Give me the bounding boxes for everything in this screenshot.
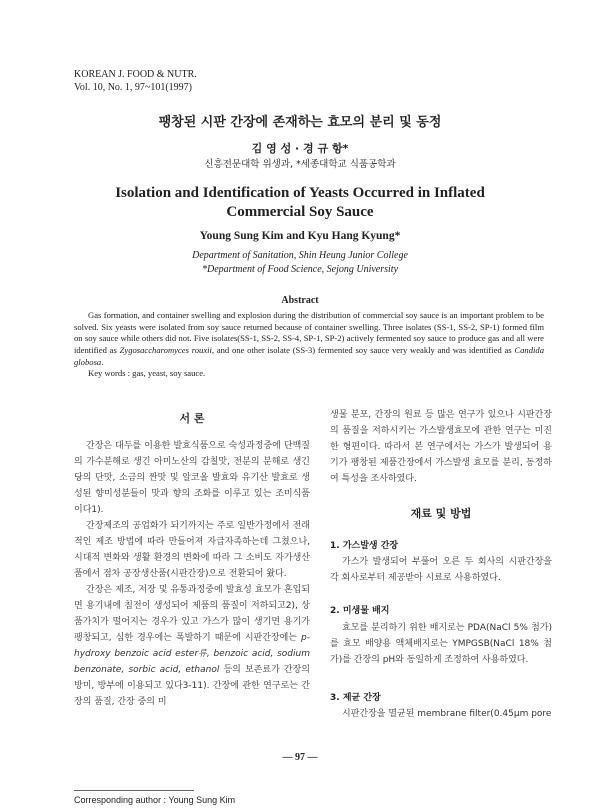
english-authors: Young Sung Kim and Kyu Hang Kyung* [199, 230, 401, 242]
journal-volume: Vol. 10, No. 1, 97~101(1997) [74, 82, 193, 93]
english-title-line2: Commercial Soy Sauce [226, 204, 374, 220]
methods-section-2-text [330, 620, 552, 668]
abstract-text-a: Gas formation, and container swelling and explosion during the distribution of commercial soy sauce is an important problem to be solved. Six yeasts were isolated from soy sauce returned because of container swelling. Three isolates (SS-1, SS-2, SP-1) formed film on soy sauce while others did not. Five isolates(SS-1, SS-2, SS-4, SP-1, SP-2) actively fermented soy sauce to produce gas and all were identified as [74, 310, 544, 356]
methods-section-3-text [330, 706, 552, 722]
intro-p3-a: 간장은 제조, 저장 및 유통과정중에 발효성 효모가 혼입되면 용기내에 침전이 생성되어 제품의 품질이 저하되고2), 상품가치가 떨어지는 경우가 있고 가스가 많이 생기면 용기가 팽창되고, 심한 경우에는 폭발하기 때문에 시판간장에는 [74, 585, 310, 643]
footnote-rule [74, 790, 194, 791]
page-number: — 97 — [282, 752, 318, 763]
methods-heading: 재료 및 방법 [410, 507, 472, 520]
methods-section-3-paragraph: 시판간장을 멸균된 membrane filter(0.45μm pore [342, 709, 552, 719]
abstract-text-c: . [101, 356, 104, 367]
methods-section-3-title: 3. 제균 간장 [330, 693, 381, 703]
abstract-species-b: Candida globosa [74, 345, 545, 367]
journal-citation [74, 68, 197, 94]
korean-title: 팽창된 시판 간장에 존재하는 효모의 분리 및 동정 [158, 115, 442, 130]
intro-heading: 서 론 [179, 412, 205, 425]
english-title [0, 184, 600, 222]
intro-left-column [74, 438, 310, 710]
intro-p3-b: 등의 보존료가 간장의 방미, 방부에 이용되고 있다3-11). 간장에 관한 연구로는 간장의 품질, 간장 중의 미 [74, 665, 310, 707]
methods-section-1-paragraph: 가스가 발생되어 부풀어 오른 두 회사의 시판간장을 각 회사로부터 제공받아 시료로 사용하였다. [330, 557, 552, 583]
methods-section-1-title: 1. 가스발생 간장 [330, 541, 399, 551]
english-affiliation-2: *Department of Food Science, Sejong University [201, 264, 399, 275]
methods-section-1-text [330, 554, 552, 586]
abstract-heading: Abstract [281, 295, 319, 306]
abstract-text-b: , and one other isolate (SS-3) fermented soy sauce very weakly and was identified as [211, 345, 515, 356]
korean-affiliations: 신흥전문대학 위생과, *세종대학교 식품공학과 [204, 159, 396, 170]
intro-paragraph-2: 간장제조의 공업화가 되기까지는 주로 일반가정에서 전래적인 제조 방법에 따라 만들어져 자급자족하는데 그쳤으나, 시대적 변화와 생활 환경의 변화에 따라 그 소비도 자가생산품에서 점차 공장생산품(시판간장)으로 전환되어 왔다. [74, 521, 310, 579]
abstract-species-a: Zygosaccharomyces rouxii [119, 345, 212, 356]
korean-authors: 김 영 성 · 경 규 항* [251, 142, 349, 155]
intro-p3-chemicals: p-hydroxy benzoic acid ester류, benzoic acid, sodium benzonate, sorbic acid, ethanol [74, 633, 310, 675]
intro-paragraph-continued: 생물 분포, 간장의 원료 등 많은 연구가 있으나 시판간장의 품질을 저하시키는 가스발생효모에 관한 연구는 미진한 형편이다. 따라서 본 연구에서는 가스가 발생되어 용기가 팽창된 제품간장에서 가스발생 효모를 분리, 동정하여 특성을 조사하였다. [330, 410, 552, 484]
journal-name: KOREAN J. FOOD & NUTR. [74, 69, 197, 80]
abstract-body [74, 310, 544, 369]
methods-section-2-title: 2. 미생물 배지 [330, 606, 390, 616]
methods-section-2-paragraph: 효모를 분리하기 위한 배지로는 PDA(NaCl 5% 첨가)를 효모 배양용 액체배지로는 YMPGSB(NaCl 18% 첨가)를 간장의 pH와 동일하게 조정하여 사용하였다. [330, 623, 552, 665]
intro-paragraph-3 [74, 582, 310, 710]
corresponding-author: Corresponding author : Young Sung Kim [74, 795, 236, 805]
english-affiliation-1: Department of Sanitation, Shin Heung Junior College [192, 250, 408, 261]
keywords: Key words : gas, yeast, soy sauce. [88, 368, 206, 378]
english-title-line1: Isolation and Identification of Yeasts Occurred in Inflated [115, 185, 485, 201]
intro-paragraph-1: 간장은 대두를 이용한 발효식품으로 숙성과정중에 단백질의 가수분해로 생긴 아미노산의 감칠맛, 전분의 분해로 생긴 당의 단맛, 소금의 짠맛 및 알코올 발효와 유기산 발효로 생성된 향미성분들이 맛과 향의 조화를 이루고 있는 조미식품이다1). [74, 441, 310, 515]
intro-right-column [330, 407, 552, 487]
